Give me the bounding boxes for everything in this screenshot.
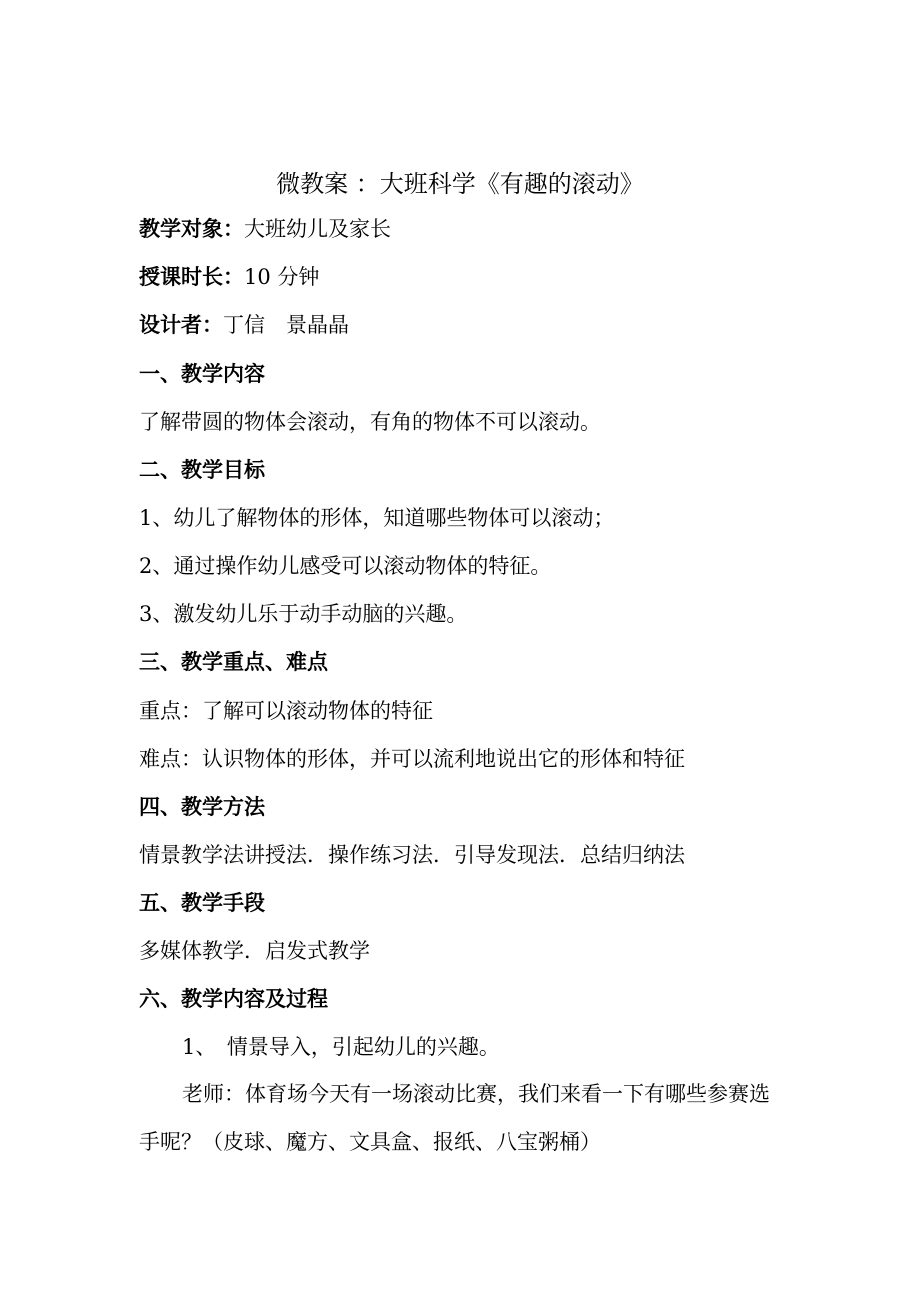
meta-value: 大班幼儿及家长 <box>244 217 391 241</box>
list-item: 3、激发幼儿乐于动手动脑的兴趣。 <box>139 602 468 626</box>
meta-designer <box>139 310 349 340</box>
section-heading: 一、教学内容 <box>139 362 265 386</box>
section-text: 难点：认识物体的形体，并可以流利地说出它的形体和特征 <box>139 747 685 771</box>
section-heading: 三、教学重点、难点 <box>139 650 328 674</box>
meta-value: 10 分钟 <box>244 265 320 289</box>
list-item: 2、通过操作幼儿感受可以滚动物体的特征。 <box>139 554 552 578</box>
section-heading: 五、教学手段 <box>139 891 265 915</box>
list-item: 1、幼儿了解物体的形体，知道哪些物体可以滚动； <box>139 506 615 530</box>
document-title: 微教案 ：大班科学《有趣的滚动》 <box>276 170 644 198</box>
meta-target <box>139 214 391 244</box>
meta-duration <box>139 262 319 292</box>
section-heading: 四、教学方法 <box>139 795 265 819</box>
meta-label: 授课时长： <box>139 265 244 289</box>
meta-label: 设计者： <box>139 313 223 337</box>
section-text: 情景教学法讲授法．操作练习法．引导发现法．总结归纳法 <box>139 843 685 867</box>
section-heading: 二、教学目标 <box>139 458 265 482</box>
section-text: 多媒体教学．启发式教学 <box>139 939 370 963</box>
section-text: 重点：了解可以滚动物体的特征 <box>139 699 433 723</box>
section-text: 了解带圆的物体会滚动，有角的物体不可以滚动。 <box>139 410 601 434</box>
paragraph: 老师：体育场今天有一场滚动比赛，我们来看一下有哪些参赛选手呢？（皮球、魔方、文具盒、报纸、八宝粥桶） <box>139 1082 770 1154</box>
meta-value: 丁信 景晶晶 <box>223 313 349 337</box>
meta-label: 教学对象： <box>139 217 244 241</box>
step-item: 1、 情景导入，引起幼儿的兴趣。 <box>182 1035 500 1059</box>
section-heading: 六、教学内容及过程 <box>139 987 328 1011</box>
